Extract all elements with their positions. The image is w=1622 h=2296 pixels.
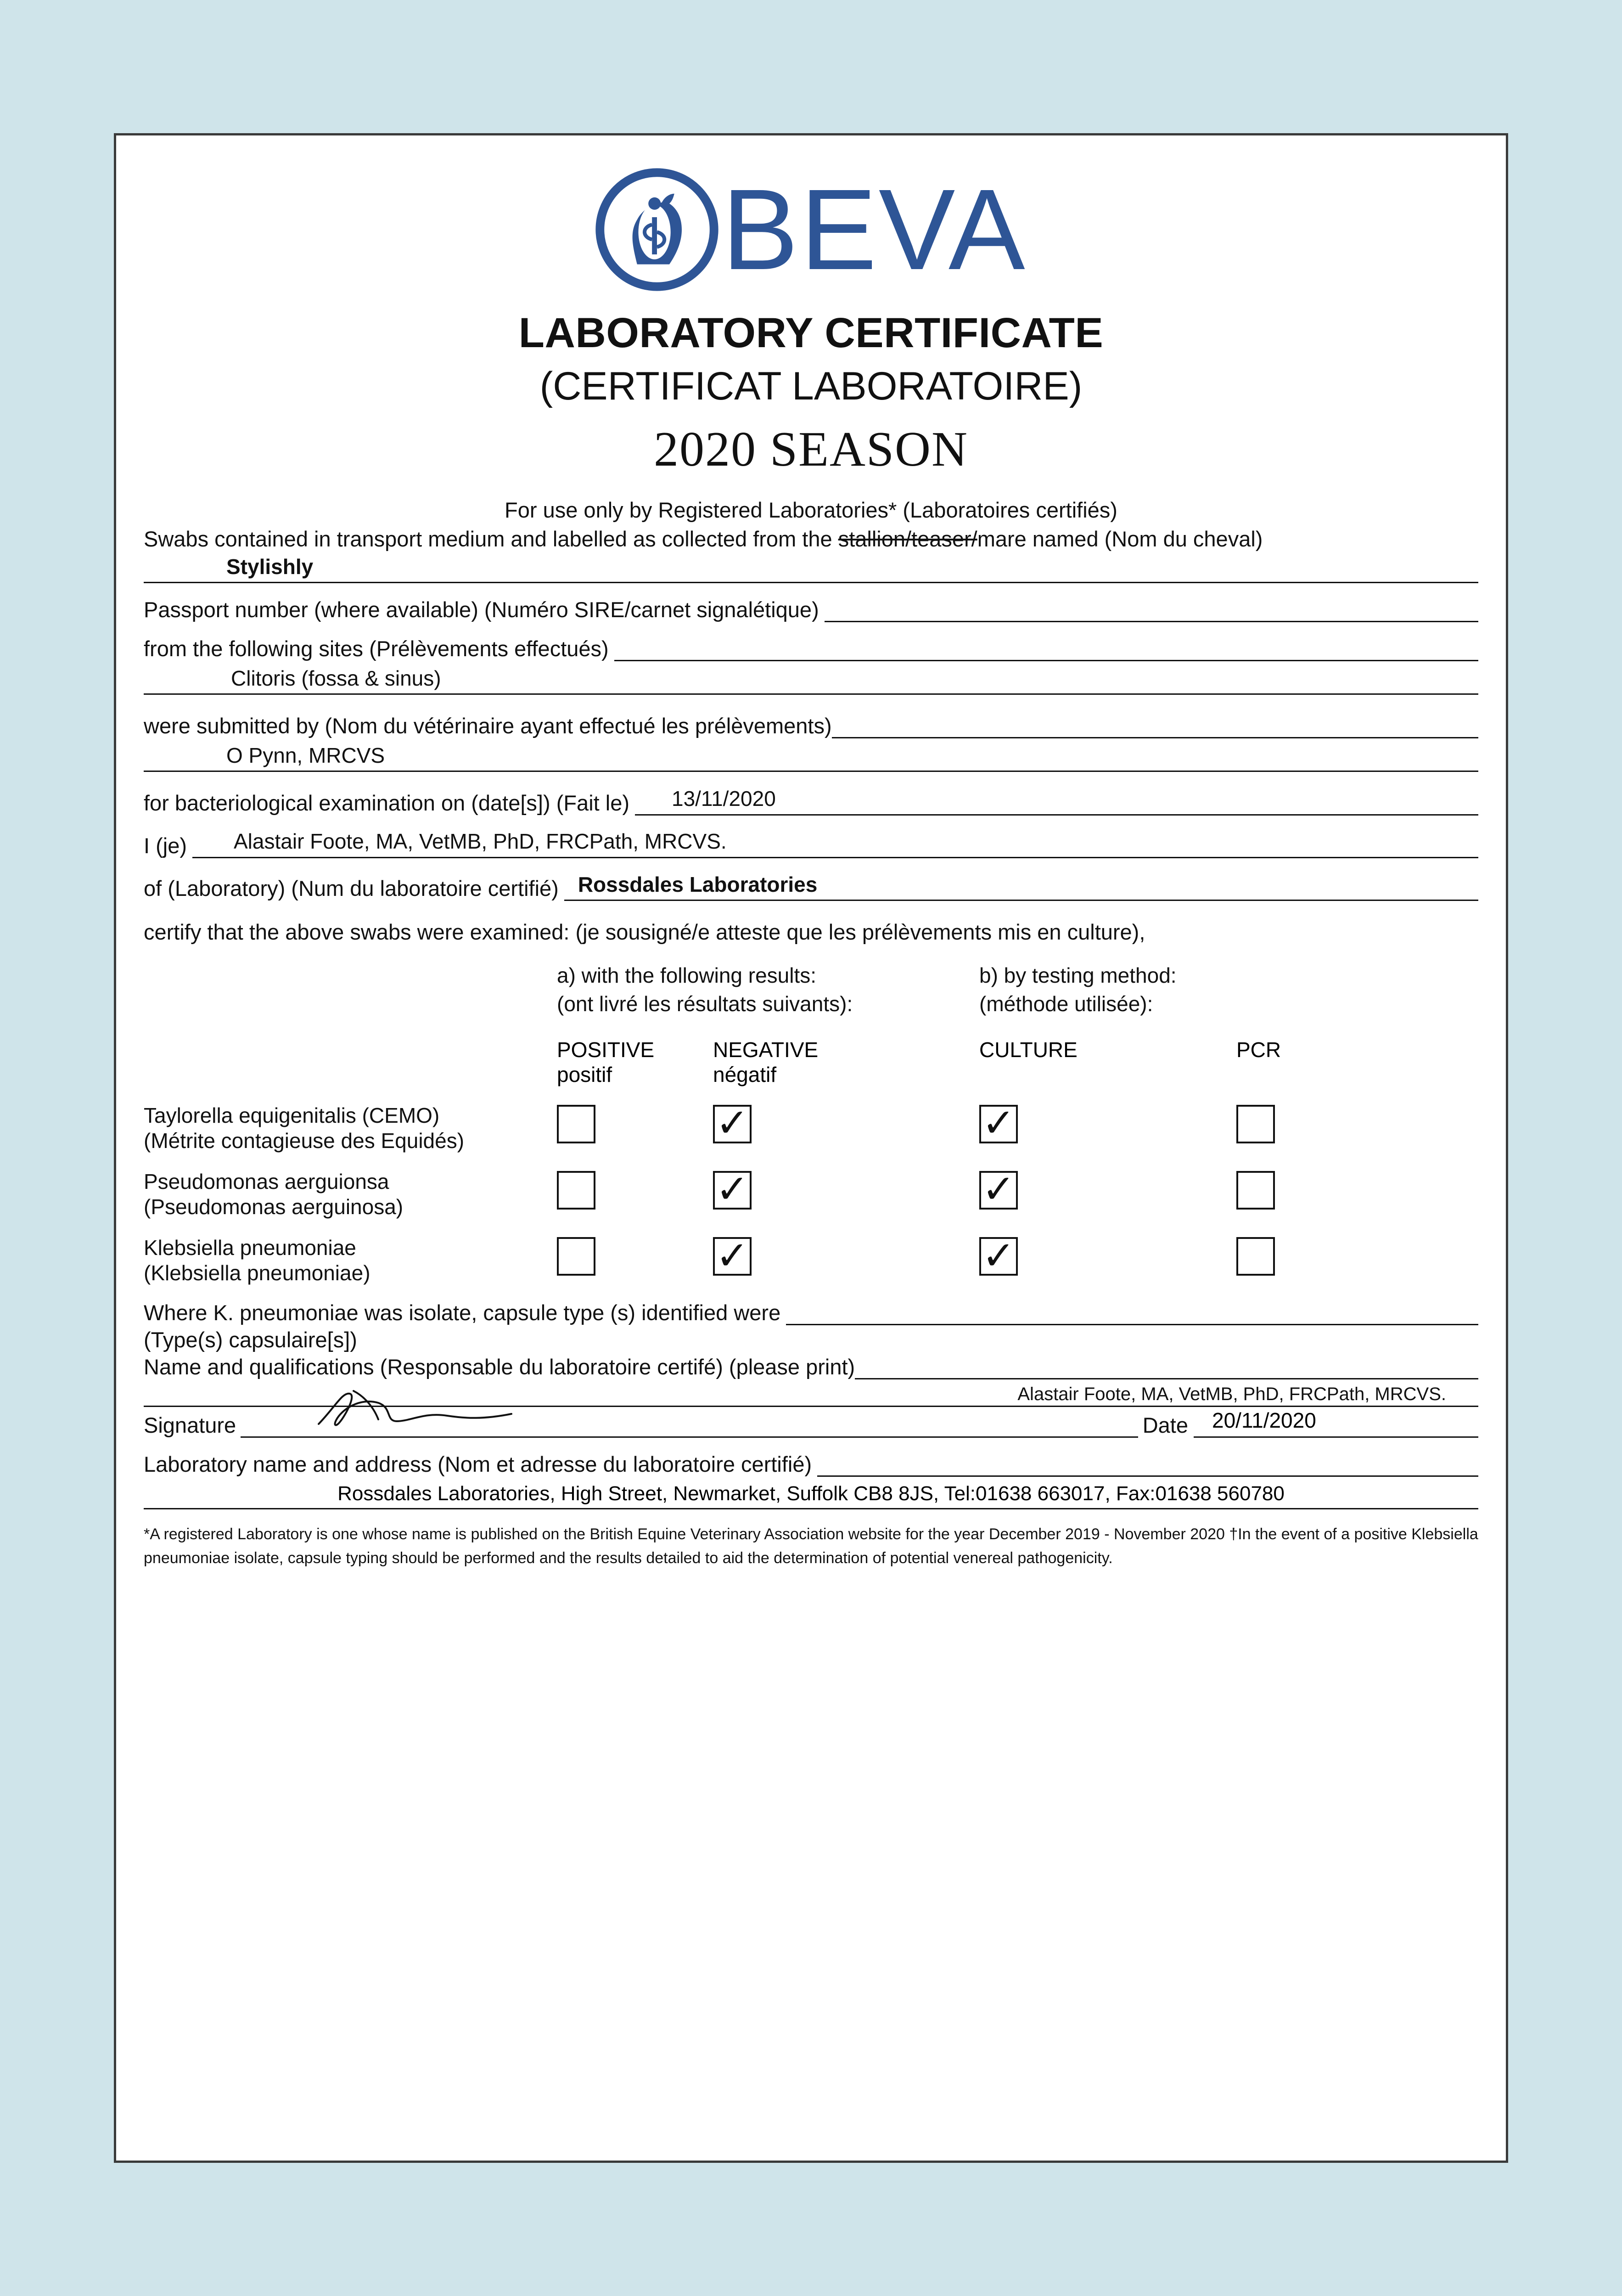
column-header-positive-fr: positif xyxy=(557,1063,612,1087)
submitted-by-label: were submitted by (Nom du vétérinaire ayant effectué les prélèvements) xyxy=(144,714,832,738)
checkbox-negative[interactable] xyxy=(713,1237,752,1276)
checkbox-pcr[interactable] xyxy=(1236,1171,1275,1210)
results-heading-b-fr: (méthode utilisée): xyxy=(979,992,1153,1016)
certifier-input[interactable] xyxy=(192,831,1478,858)
date-input[interactable] xyxy=(1194,1409,1478,1438)
brand-wordmark: BEVA xyxy=(722,165,1027,293)
passport-input[interactable] xyxy=(825,595,1478,622)
signature-label: Signature xyxy=(144,1412,236,1437)
checkbox-positive[interactable] xyxy=(557,1171,595,1210)
results-heading-a: a) with the following results: xyxy=(557,963,817,987)
exam-date-value: 13/11/2020 xyxy=(671,787,776,810)
checkbox-negative[interactable] xyxy=(713,1105,752,1143)
results-heading-b: b) by testing method: xyxy=(979,963,1177,987)
checkbox-positive[interactable] xyxy=(557,1237,595,1276)
certifier-row xyxy=(144,831,1478,858)
organism-name-fr: (Pseudomonas aerguinosa) xyxy=(144,1195,404,1219)
brand-header xyxy=(144,165,1478,293)
lab-address-rule xyxy=(144,1508,1478,1509)
handwritten-signature xyxy=(309,1384,521,1439)
date-label: Date xyxy=(1142,1412,1188,1437)
certifier-value: Alastair Foote, MA, VetMB, PhD, FRCPath, MRCVS. xyxy=(234,829,727,853)
checkbox-culture[interactable] xyxy=(979,1171,1018,1210)
intro-swabs-line xyxy=(144,526,1478,551)
checkbox-culture[interactable] xyxy=(979,1105,1018,1143)
checkbox-pcr[interactable] xyxy=(1236,1105,1275,1143)
responsible-name-row xyxy=(144,1354,1478,1379)
exam-date-row xyxy=(144,788,1478,816)
submitted-by-value: O Pynn, MRCVS xyxy=(226,743,385,767)
sites-input-top[interactable] xyxy=(614,634,1478,661)
horse-name-field[interactable] xyxy=(144,553,1478,583)
capsule-type-label: Where K. pneumoniae was isolate, capsule type (s) identified were xyxy=(144,1300,781,1325)
capsule-type-label-fr: (Type(s) capsulaire[s]) xyxy=(144,1327,357,1352)
laboratory-label: of (Laboratory) (Num du laboratoire certifié) xyxy=(144,876,559,900)
organism-name-fr: (Klebsiella pneumoniae) xyxy=(144,1261,370,1285)
column-header-negative-fr: négatif xyxy=(713,1063,777,1087)
season-title: 2020 SEASON xyxy=(653,422,969,477)
table-row xyxy=(144,1169,1478,1220)
lab-address-value: Rossdales Laboratories, High Street, Newmarket, Suffolk CB8 8JS, Tel:01638 663017, Fax:01638 560780 xyxy=(337,1482,1285,1505)
results-column-headers xyxy=(144,1037,1478,1087)
organism-name-en: Klebsiella pneumoniae xyxy=(144,1236,356,1260)
table-row xyxy=(144,1235,1478,1286)
page-title: LABORATORY CERTIFICATE xyxy=(518,310,1104,356)
exam-date-input[interactable] xyxy=(635,788,1478,816)
footnote: *A registered Laboratory is one whose name is published on the British Equine Veterinary Association website for the year December 2019 - November 2020 †In the event of a positive Klebsiella pneumoniae isolate, capsule typing should be performed and the results detailed to aid the determination of potential venereal pathogenicity. xyxy=(144,1525,1478,1567)
responsible-name-input-top[interactable] xyxy=(855,1355,1478,1379)
column-header-negative: NEGATIVE xyxy=(713,1038,819,1062)
page-subtitle: (CERTIFICAT LABORATOIRE) xyxy=(539,364,1083,408)
checkbox-negative[interactable] xyxy=(713,1171,752,1210)
results-heading-row-fr xyxy=(144,991,1478,1016)
certify-statement: certify that the above swabs were examined: (je sousigné/e atteste que les prélèvements mis en culture), xyxy=(144,920,1145,944)
capsule-type-row xyxy=(144,1300,1478,1325)
lab-address-row xyxy=(144,1452,1478,1477)
results-heading-a-fr: (ont livré les résultats suivants): xyxy=(557,992,853,1016)
lab-address-input-top[interactable] xyxy=(817,1452,1478,1477)
horse-name-value: Stylishly xyxy=(226,555,314,579)
checkbox-pcr[interactable] xyxy=(1236,1237,1275,1276)
table-row xyxy=(144,1103,1478,1154)
signature-date-row xyxy=(144,1409,1478,1438)
organism-name-en: Pseudomonas aerguionsa xyxy=(144,1169,389,1193)
signature-input[interactable] xyxy=(241,1409,1138,1438)
intro-swabs-part2: mare named (Nom du cheval) xyxy=(977,527,1263,551)
certificate-page xyxy=(114,133,1508,2163)
passport-row xyxy=(144,595,1478,622)
organism-name-en: Taylorella equigenitalis (CEMO) xyxy=(144,1103,440,1127)
intro-swabs-part1: Swabs contained in transport medium and labelled as collected from the xyxy=(144,527,838,551)
sites-row xyxy=(144,634,1478,661)
submitted-by-input-top[interactable] xyxy=(832,711,1478,738)
submitted-by-row xyxy=(144,711,1478,738)
column-header-positive: POSITIVE xyxy=(557,1038,655,1062)
laboratory-row xyxy=(144,874,1478,901)
results-heading-row xyxy=(144,963,1478,988)
capsule-type-input[interactable] xyxy=(786,1301,1478,1325)
submitted-by-input[interactable] xyxy=(144,743,1478,772)
intro-struck-stallion-teaser: stallion/teaser/ xyxy=(838,527,977,551)
column-header-culture: CULTURE xyxy=(979,1038,1078,1062)
sites-label: from the following sites (Prélèvements effectués) xyxy=(144,636,609,661)
passport-label: Passport number (where available) (Numéro SIRE/carnet signalétique) xyxy=(144,597,819,622)
laboratory-value: Rossdales Laboratories xyxy=(578,872,818,896)
intro-registered-labs: For use only by Registered Laboratories* (Laboratoires certifiés) xyxy=(505,498,1117,522)
beva-horse-caduceus-logo xyxy=(595,168,719,292)
results-table xyxy=(144,963,1478,1286)
date-value: 20/11/2020 xyxy=(1212,1408,1316,1432)
certifier-label: I (je) xyxy=(144,833,187,858)
lab-address-label: Laboratory name and address (Nom et adresse du laboratoire certifié) xyxy=(144,1452,812,1476)
responsible-name-value: Alastair Foote, MA, VetMB, PhD, FRCPath, MRCVS. xyxy=(1017,1384,1446,1404)
checkbox-culture[interactable] xyxy=(979,1237,1018,1276)
sites-value: Clitoris (fossa & sinus) xyxy=(231,666,441,690)
column-header-pcr: PCR xyxy=(1236,1038,1281,1062)
exam-date-label: for bacteriological examination on (date[s]) (Fait le) xyxy=(144,791,629,815)
sites-input[interactable] xyxy=(144,666,1478,695)
laboratory-input[interactable] xyxy=(564,874,1478,901)
checkbox-positive[interactable] xyxy=(557,1105,595,1143)
responsible-name-label: Name and qualifications (Responsable du laboratoire certifé) (please print) xyxy=(144,1354,855,1379)
organism-name-fr: (Métrite contagieuse des Equidés) xyxy=(144,1128,465,1153)
